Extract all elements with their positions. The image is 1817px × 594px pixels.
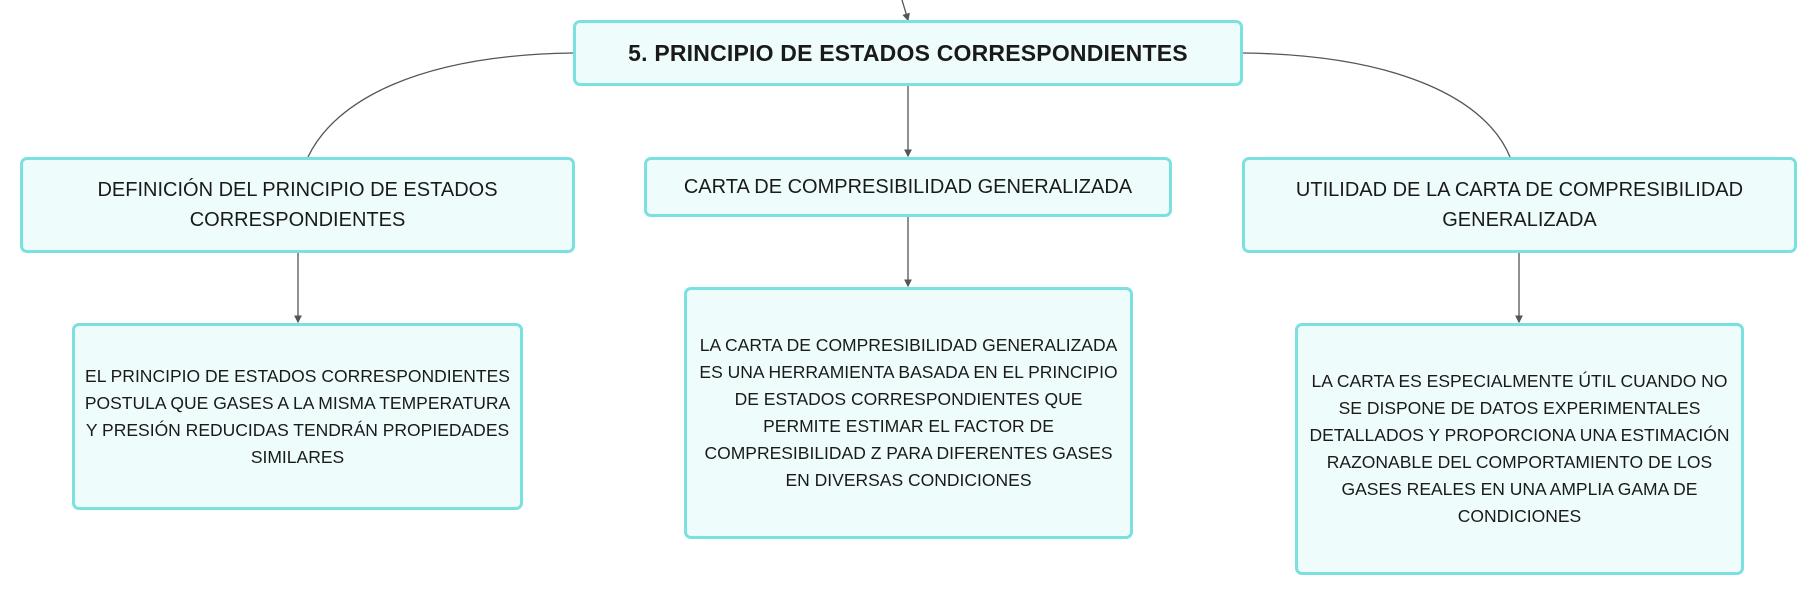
- topic-utilidad[interactable]: [1242, 157, 1797, 253]
- topic-carta[interactable]: [644, 157, 1172, 217]
- topic-utilidad-label: UTILIDAD DE LA CARTA DE COMPRESIBILIDAD GENERALIZADA: [1295, 179, 1744, 231]
- root-topic-label: 5. PRINCIPIO DE ESTADOS CORRESPONDIENTES: [628, 39, 1188, 66]
- detail-carta-text: LA CARTA DE COMPRESIBILIDAD GENERALIZADA ES UNA HERRAMIENTA BASADA EN EL PRINCIPIO DE ESTADOS CORRESPONDIENTES QUE PERMITE ESTIMAR EL FACTOR DE COMPRESIBILIDAD Z PARA DIFERENTES GASES EN DIVERSAS CONDICIONES: [699, 335, 1118, 490]
- detail-utilidad[interactable]: [1295, 323, 1744, 575]
- connector-root-to-definition: [308, 53, 573, 157]
- topic-carta-label: CARTA DE COMPRESIBILIDAD GENERALIZADA: [683, 176, 1133, 198]
- root-topic[interactable]: [573, 20, 1243, 86]
- detail-utilidad-text: LA CARTA ES ESPECIALMENTE ÚTIL CUANDO NO SE DISPONE DE DATOS EXPERIMENTALES DETALLADOS Y PROPORCIONA UNA ESTIMACIÓN RAZONABLE DEL COMPORTAMIENTO DE LOS GASES REALES EN UNA AMPLIA GAMA DE CONDICIONES: [1309, 371, 1730, 526]
- connector-from-parent: [902, 0, 908, 20]
- topic-definicion[interactable]: [20, 157, 575, 253]
- detail-definicion[interactable]: [72, 323, 523, 510]
- topic-definicion-label: DEFINICIÓN DEL PRINCIPIO DE ESTADOS CORRESPONDIENTES: [97, 179, 498, 231]
- detail-definicion-text: EL PRINCIPIO DE ESTADOS CORRESPONDIENTES POSTULA QUE GASES A LA MISMA TEMPERATURA Y PRESIÓN REDUCIDAS TENDRÁN PROPIEDADES SIMILARES: [84, 365, 511, 467]
- connector-root-to-utilidad: [1243, 53, 1510, 157]
- detail-carta[interactable]: [684, 287, 1133, 539]
